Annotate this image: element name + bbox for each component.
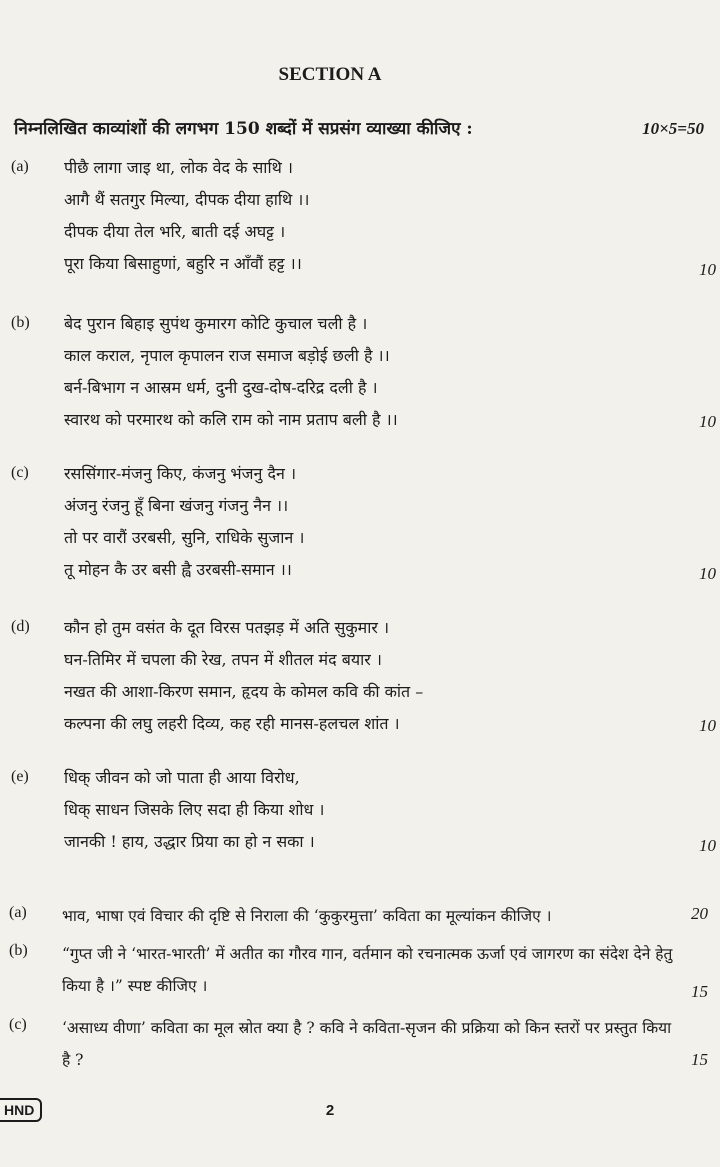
passage-line: स्वारथ को परमारथ को कलि राम को नाम प्रताप बली है ।। bbox=[64, 410, 398, 429]
passage-line: काल कराल, नृपाल कृपालन राज समाज बड़ोई छली है ।। bbox=[64, 346, 390, 365]
passage-line: कल्पना की लघु लहरी दिव्य, कह रही मानस-हलचल शांत । bbox=[64, 714, 400, 733]
passage-line: आगै थैं सतगुर मिल्या, दीपक दीया हाथि ।। bbox=[64, 190, 310, 209]
passage-marks: 10 bbox=[699, 716, 716, 735]
section-title: SECTION A bbox=[278, 64, 382, 85]
passage-line: अंजनु रंजनु हूँ बिना खंजनु गंजनु नैन ।। bbox=[64, 496, 289, 515]
question-label: (c) bbox=[9, 1016, 27, 1033]
instruction-marks: 10×5=50 bbox=[642, 119, 704, 138]
passage-line: जानकी ! हाय, उद्धार प्रिया का हो न सका । bbox=[64, 832, 315, 851]
passage-line: रससिंगार-मंजनु किए, कंजनु भंजनु दैन । bbox=[64, 464, 297, 483]
passage-line: धिक् साधन जिसके लिए सदा ही किया शोध । bbox=[64, 800, 325, 819]
question-marks: 15 bbox=[691, 1050, 708, 1069]
passage-lines bbox=[64, 762, 664, 858]
question-text: ‘असाध्य वीणा’ कविता का मूल स्रोत क्या है ? कवि ने कविता-सृजन की प्रक्रिया को किन स्तरों पर प्रस्तुत किया है ? bbox=[62, 1019, 672, 1069]
passage-lines bbox=[64, 152, 664, 280]
question-marks: 20 bbox=[691, 904, 708, 923]
passage-line: बेद पुरान बिहाइ सुपंथ कुमारग कोटि कुचाल चली है । bbox=[64, 314, 368, 333]
passage-line: धिक् जीवन को जो पाता ही आया विरोध, bbox=[64, 768, 300, 787]
passage-line: तू मोहन कै उर बसी ह्वै उरबसी-समान ।। bbox=[64, 560, 292, 579]
passage-marks: 10 bbox=[699, 260, 716, 279]
question-label: (b) bbox=[9, 942, 28, 959]
passage-lines bbox=[64, 308, 664, 436]
passage-label: (e) bbox=[11, 768, 29, 785]
passage-marks: 10 bbox=[699, 836, 716, 855]
question-label: (a) bbox=[9, 904, 27, 921]
question-text: भाव, भाषा एवं विचार की दृष्टि से निराला की ‘कुकुरमुत्ता’ कविता का मूल्यांकन कीजिए । bbox=[62, 907, 552, 925]
passage-line: बर्न-बिभाग न आस्रम धर्म, दुनी दुख-दोष-दरिद्र दली है । bbox=[64, 378, 378, 397]
instruction-row bbox=[14, 116, 704, 139]
instruction-text: निम्नलिखित काव्यांशों की लगभग 150 शब्दों में सप्रसंग व्याख्या कीजिए : bbox=[14, 119, 473, 139]
passage-label: (b) bbox=[11, 314, 30, 331]
passage-label: (d) bbox=[11, 618, 30, 635]
passage-line: पीछै लागा जाइ था, लोक वेद के साथि । bbox=[64, 158, 293, 177]
passage-label: (c) bbox=[11, 464, 29, 481]
passage-line: तो पर वारौं उरबसी, सुनि, राधिके सुजान । bbox=[64, 528, 305, 547]
passage-marks: 10 bbox=[699, 564, 716, 583]
question-text: “गुप्त जी ने ‘भारत-भारती’ में अतीत का गौरव गान, वर्तमान को रचनात्मक ऊर्जा एवं जागरण का संदेश देने हेतु किया है ।” स्पष्ट कीजिए । bbox=[62, 945, 673, 995]
page-number: 2 bbox=[325, 1102, 335, 1119]
passage-line: दीपक दीया तेल भरि, बाती दई अघट्ट । bbox=[64, 222, 286, 241]
passage-line: नखत की आशा-किरण समान, हृदय के कोमल कवि की कांत – bbox=[64, 682, 424, 701]
passage-marks: 10 bbox=[699, 412, 716, 431]
paper-code-badge: HND bbox=[0, 1098, 42, 1122]
passage-lines bbox=[64, 612, 664, 740]
passage-line: पूरा किया बिसाहुणां, बहुरि न आँवौं हट्ट ।। bbox=[64, 254, 302, 273]
passage-line: कौन हो तुम वसंत के दूत विरस पतझड़ में अति सुकुमार । bbox=[64, 618, 390, 637]
passage-lines bbox=[64, 458, 664, 586]
question-marks: 15 bbox=[691, 982, 708, 1001]
passage-line: घन-तिमिर में चपला की रेख, तपन में शीतल मंद बयार । bbox=[64, 650, 382, 669]
passage-label: (a) bbox=[11, 158, 29, 175]
